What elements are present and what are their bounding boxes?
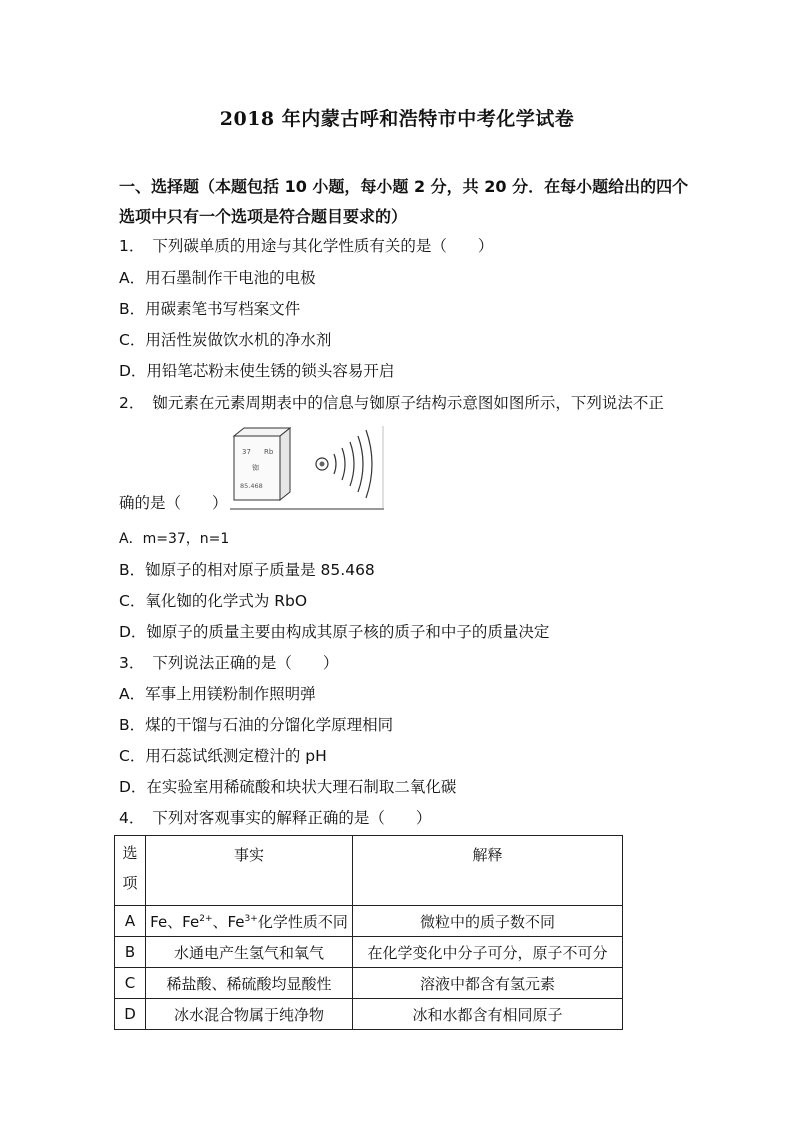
charge-superscript: 3+ [244, 913, 258, 924]
header-option-line2: 项 [122, 874, 138, 892]
charge-superscript: 2+ [199, 913, 213, 924]
row-explanation: 微粒中的质子数不同 [353, 906, 623, 937]
row-fact: 冰水混合物属于纯净物 [146, 999, 353, 1030]
question-2-option-b: B．铷原子的相对原子质量是 85.468 [119, 561, 375, 579]
question-1-stem [119, 235, 493, 257]
question-text: 下列对客观事实的解释正确的是（ ） [152, 809, 432, 827]
table-row [115, 999, 623, 1030]
row-fact: 稀盐酸、稀硫酸均显酸性 [146, 968, 353, 999]
header-option [115, 836, 146, 906]
question-3-option-d: D．在实验室用稀硫酸和块状大理石制取二氧化碳 [119, 778, 457, 796]
question-2-stem [119, 392, 664, 414]
fact-part: 化学性质不同 [257, 912, 348, 931]
header-option-line1: 选 [122, 844, 138, 862]
row-option: A [115, 906, 146, 937]
tile-mass: 85.468 [240, 482, 263, 490]
question-3-option-b: B．煤的干馏与石油的分馏化学原理相同 [119, 716, 394, 734]
question-number: 1． [119, 237, 145, 255]
row-fact: 水通电产生氢气和氧气 [146, 937, 353, 968]
table-row [115, 937, 623, 968]
table-header-row [115, 836, 623, 906]
row-option: D [115, 999, 146, 1030]
question-1-option-b: B．用碳素笔书写档案文件 [119, 300, 301, 318]
tile-symbol: Rb [264, 448, 274, 456]
question-4-table [114, 835, 623, 1030]
tile-atomic-number: 37 [242, 448, 251, 456]
tile-name: 铷 [252, 464, 259, 472]
question-1-option-c: C．用活性炭做饮水机的净水剂 [119, 331, 332, 349]
question-4-stem [119, 807, 431, 829]
fact-part: Fe、Fe [150, 912, 200, 931]
table-row [115, 906, 623, 937]
element-tile [234, 428, 290, 500]
question-1-option-d: D．用铅笔芯粉末使生锈的锁头容易开启 [119, 362, 395, 380]
header-fact: 事实 [146, 836, 353, 906]
row-option: B [115, 937, 146, 968]
row-explanation: 溶液中都含有氢元素 [353, 968, 623, 999]
question-3-stem [119, 652, 338, 674]
row-explanation: 在化学变化中分子可分，原子不可分 [353, 937, 623, 968]
question-text: 铷元素在元素周期表中的信息与铷原子结构示意图如图所示，下列说法不正 [152, 394, 664, 412]
question-text: 下列碳单质的用途与其化学性质有关的是（ ） [152, 237, 494, 255]
question-number: 3． [119, 654, 145, 672]
question-2-stem-continued: 确的是（ ） [119, 494, 228, 512]
question-2-option-d: D．铷原子的质量主要由构成其原子核的质子和中子的质量决定 [119, 623, 550, 641]
question-number: 2． [119, 394, 145, 412]
atom-structure-diagram [316, 430, 372, 498]
row-fact [146, 906, 353, 937]
section-heading: 一、选择题（本题包括 10 小题，每小题 2 分，共 20 分．在每小题给出的四个选项中只有一个选项是符合题目要求的） [119, 177, 689, 226]
rubidium-figure [230, 426, 384, 510]
fact-part: 、Fe [212, 912, 245, 931]
question-3-option-a: A．军事上用镁粉制作照明弹 [119, 685, 316, 703]
question-text: 下列说法正确的是（ ） [152, 654, 339, 672]
table-row [115, 968, 623, 999]
question-1-option-a: A．用石墨制作干电池的电极 [119, 269, 316, 287]
question-2-option-c: C．氧化铷的化学式为 RbO [119, 592, 308, 610]
question-2-option-a: A．m=37，n=1 [119, 531, 230, 547]
question-number: 4． [119, 809, 145, 827]
row-option: C [115, 968, 146, 999]
question-3-option-c: C．用石蕊试纸测定橙汁的 pH [119, 747, 327, 765]
row-explanation: 冰和水都含有相同原子 [353, 999, 623, 1030]
header-explanation: 解释 [353, 836, 623, 906]
page-title: 2018 年内蒙古呼和浩特市中考化学试卷 [219, 108, 575, 130]
